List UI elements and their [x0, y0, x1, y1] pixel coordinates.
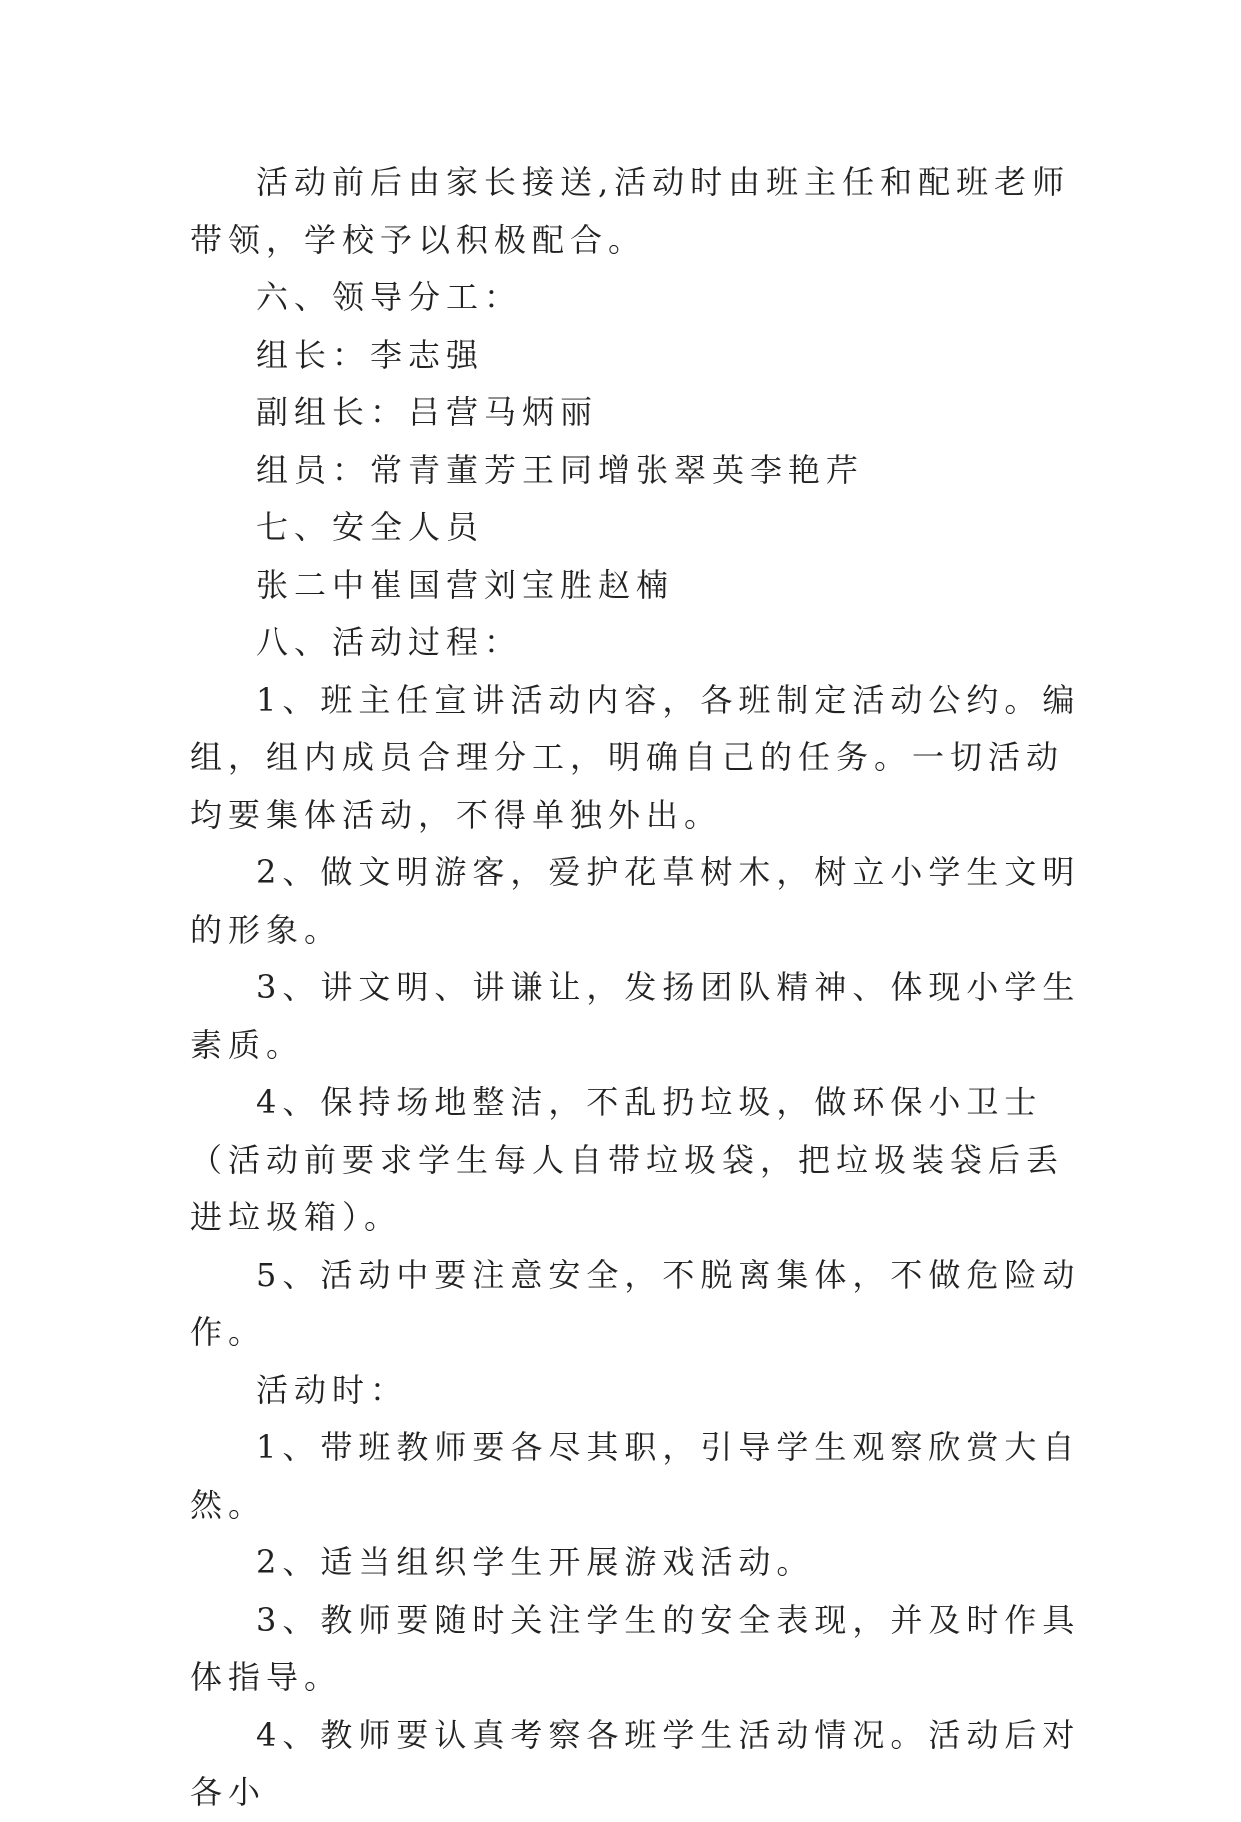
- list-item: 3、讲文明、讲谦让，发扬团队精神、体现小学生素质。: [190, 968, 1081, 1064]
- list-item: 2、做文明游客，爱护花草树木，树立小学生文明的形象。: [190, 853, 1081, 949]
- section-heading: 七、安全人员: [256, 508, 485, 546]
- list-item: 1、带班教师要各尽其职，引导学生观察欣赏大自然。: [190, 1428, 1081, 1524]
- paragraph: 组长：李志强: [256, 335, 485, 374]
- list-item: 4、教师要认真考察各班学生活动情况。活动后对各小: [190, 1715, 1081, 1811]
- list-item: 1、班主任宣讲活动内容，各班制定活动公约。编组，组内成员合理分工，明确自己的任务。一切活动均要集体活动，不得单独外出。: [190, 680, 1081, 834]
- document-body: [190, 154, 1100, 1822]
- section-heading: 六、领导分工：: [256, 278, 523, 316]
- paragraph: 活动前后由家长接送,活动时由班主任和配班老师带领，学校予以积极配合。: [190, 163, 1071, 259]
- paragraph: 张二中崔国营刘宝胜赵楠: [256, 565, 675, 604]
- list-item: 4、保持场地整洁，不乱扔垃圾，做环保小卫士（活动前要求学生每人自带垃圾袋，把垃圾装袋后丢进垃圾箱）。: [190, 1083, 1065, 1236]
- section-heading: 八、活动过程：: [256, 623, 523, 661]
- section-heading: 活动时：: [256, 1370, 409, 1409]
- list-item: 2、适当组织学生开展游戏活动。: [256, 1543, 815, 1581]
- list-item: 5、活动中要注意安全，不脱离集体，不做危险动作。: [190, 1255, 1081, 1351]
- list-item: 3、教师要随时关注学生的安全表现，并及时作具体指导。: [190, 1600, 1081, 1696]
- paragraph: 组员：常青董芳王同增张翠英李艳芹: [256, 450, 865, 489]
- paragraph: 副组长：吕营马炳丽: [256, 393, 599, 431]
